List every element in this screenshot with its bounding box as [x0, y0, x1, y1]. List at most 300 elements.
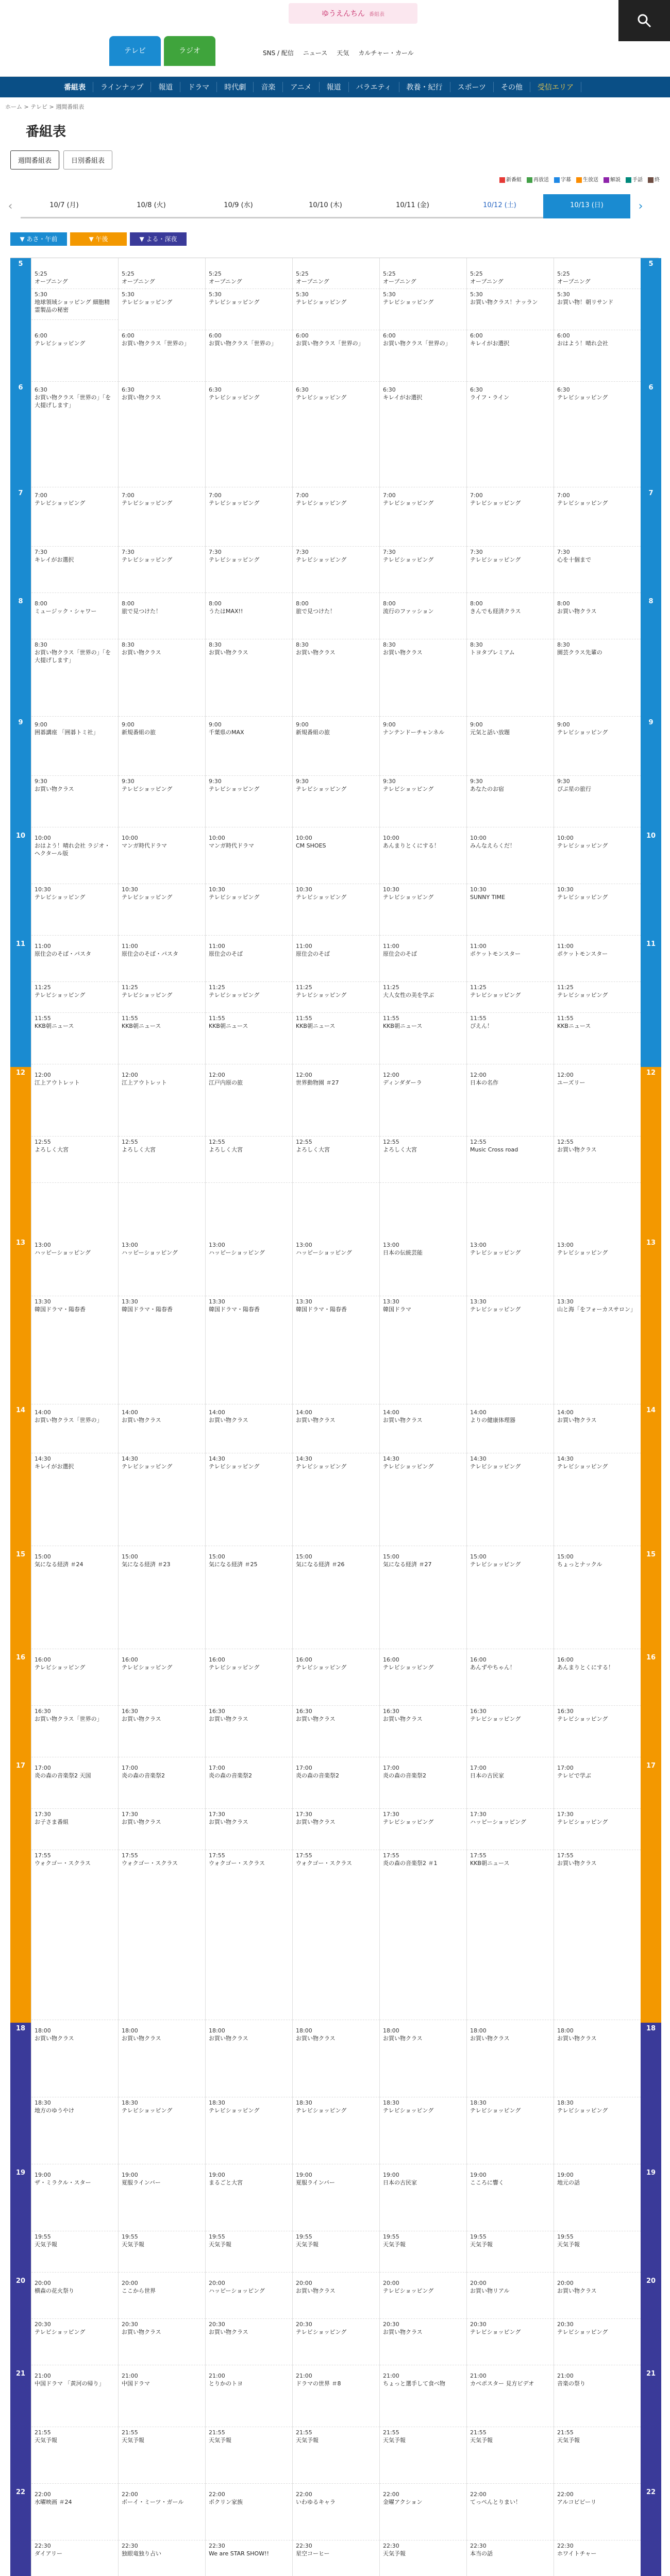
program-cell[interactable] — [467, 1809, 554, 1850]
program-cell[interactable] — [206, 2278, 293, 2319]
program-cell[interactable] — [554, 2489, 641, 2540]
program-cell[interactable] — [554, 776, 641, 827]
time-jump-button[interactable]: ▼ 午後 — [70, 232, 127, 246]
program-cell[interactable] — [206, 2170, 293, 2231]
program-cell[interactable] — [467, 941, 554, 982]
program-cell[interactable] — [206, 941, 293, 982]
program-cell[interactable] — [31, 719, 119, 776]
program-cell[interactable] — [380, 776, 467, 827]
program-cell[interactable] — [206, 2231, 293, 2273]
program-cell[interactable] — [554, 2278, 641, 2319]
program-cell[interactable] — [467, 2427, 554, 2484]
date-tab[interactable]: 10/9 (水) — [195, 194, 282, 218]
program-cell[interactable] — [119, 1654, 206, 1706]
nav-sports[interactable]: スポーツ — [450, 82, 494, 92]
program-cell[interactable] — [119, 1706, 206, 1757]
program-cell[interactable] — [206, 1070, 293, 1137]
program-cell[interactable] — [119, 598, 206, 639]
program-cell[interactable] — [119, 2540, 206, 2576]
program-cell[interactable] — [119, 1551, 206, 1649]
program-cell[interactable] — [119, 982, 206, 1013]
program-cell[interactable] — [119, 289, 206, 330]
program-cell[interactable] — [554, 1240, 641, 1296]
program-cell[interactable] — [293, 598, 380, 639]
program-cell[interactable] — [119, 1407, 206, 1453]
prev-week-button[interactable] — [0, 195, 21, 217]
nav-lineup[interactable]: ラインナップ — [93, 82, 151, 92]
tab-daily[interactable]: 日別番組表 — [63, 150, 112, 170]
program-cell[interactable] — [206, 330, 293, 382]
program-cell[interactable] — [554, 384, 641, 487]
program-cell[interactable] — [293, 1240, 380, 1296]
program-cell[interactable] — [554, 2097, 641, 2164]
program-cell[interactable] — [554, 289, 641, 330]
nav-education[interactable]: 教養・紀行 — [399, 82, 450, 92]
program-cell[interactable] — [119, 490, 206, 547]
program-cell[interactable] — [554, 1654, 641, 1706]
program-cell[interactable] — [554, 2319, 641, 2365]
program-cell[interactable] — [293, 884, 380, 936]
program-cell[interactable] — [206, 1706, 293, 1757]
program-cell[interactable] — [293, 1762, 380, 1809]
program-cell[interactable] — [380, 2540, 467, 2576]
program-cell[interactable] — [31, 2427, 119, 2484]
program-cell[interactable] — [119, 2170, 206, 2231]
tab-tv[interactable]: テレビ — [109, 36, 161, 66]
program-cell[interactable] — [380, 1296, 467, 1404]
program-cell[interactable] — [119, 1240, 206, 1296]
program-cell[interactable] — [31, 289, 119, 320]
program-cell[interactable] — [119, 2025, 206, 2097]
program-cell[interactable] — [380, 2025, 467, 2097]
program-cell[interactable] — [467, 1407, 554, 1453]
program-cell[interactable] — [380, 2170, 467, 2231]
program-cell[interactable] — [554, 1762, 641, 1809]
program-cell[interactable] — [380, 2231, 467, 2273]
program-cell[interactable] — [467, 884, 554, 936]
program-cell[interactable] — [119, 2231, 206, 2273]
program-cell[interactable] — [554, 1407, 641, 1453]
program-cell[interactable] — [380, 884, 467, 936]
program-cell[interactable] — [467, 1240, 554, 1296]
program-cell[interactable] — [31, 2170, 119, 2231]
topnav-weather[interactable]: 天気 — [337, 49, 349, 57]
program-cell[interactable] — [31, 941, 119, 982]
nav-other[interactable]: その他 — [494, 82, 530, 92]
program-cell[interactable] — [31, 1137, 119, 1183]
program-cell[interactable] — [31, 1070, 119, 1137]
tab-weekly[interactable]: 週間番組表 — [10, 150, 59, 170]
program-cell[interactable] — [293, 2489, 380, 2540]
program-cell[interactable] — [554, 547, 641, 593]
program-cell[interactable] — [293, 1706, 380, 1757]
program-cell[interactable] — [206, 719, 293, 776]
day-column — [118, 258, 206, 2576]
program-title: 気になる経済 ＃27 — [383, 1561, 432, 1568]
program-cell[interactable] — [380, 490, 467, 547]
program-cell[interactable] — [119, 268, 206, 289]
program-cell[interactable] — [467, 2231, 554, 2273]
program-cell[interactable] — [119, 1296, 206, 1404]
program-cell[interactable] — [380, 2278, 467, 2319]
program-cell[interactable] — [31, 1706, 119, 1757]
program-cell[interactable] — [293, 639, 380, 717]
program-cell[interactable] — [206, 1762, 293, 1809]
program-cell[interactable] — [467, 1013, 554, 1064]
program-cell[interactable] — [206, 2540, 293, 2576]
program-cell[interactable] — [554, 268, 641, 289]
program-cell[interactable] — [467, 330, 554, 382]
program-title: お買い物クラス — [209, 2035, 248, 2042]
site-logo[interactable] — [289, 3, 417, 24]
program-cell[interactable] — [31, 2319, 119, 2365]
program-cell[interactable] — [467, 2097, 554, 2164]
program-cell[interactable] — [119, 547, 206, 593]
program-cell[interactable] — [206, 2097, 293, 2164]
program-cell[interactable] — [119, 2427, 206, 2484]
program-cell[interactable] — [380, 2489, 467, 2540]
program-cell[interactable] — [206, 639, 293, 717]
program-cell[interactable] — [467, 2319, 554, 2365]
program-cell[interactable] — [380, 330, 467, 382]
program-cell[interactable] — [293, 547, 380, 593]
program-cell[interactable] — [119, 941, 206, 982]
program-cell[interactable] — [293, 1296, 380, 1404]
nav-music[interactable]: 音楽 — [254, 82, 283, 92]
program-cell[interactable] — [119, 1453, 206, 1546]
program-cell[interactable] — [293, 1551, 380, 1649]
time-jump-button[interactable]: ▼ よる・深夜 — [130, 232, 187, 246]
program-cell[interactable] — [31, 1013, 119, 1064]
program-cell[interactable] — [119, 1809, 206, 1850]
topnav-sns[interactable]: SNS / 配信 — [263, 49, 294, 57]
program-cell[interactable] — [554, 884, 641, 936]
program-cell[interactable] — [31, 776, 119, 827]
program-cell[interactable] — [380, 1762, 467, 1809]
date-tab[interactable]: 10/7 (月) — [21, 194, 108, 218]
program-cell[interactable] — [293, 1407, 380, 1453]
program-title: ポケットモンスター — [470, 950, 521, 957]
program-cell[interactable] — [31, 1850, 119, 2020]
program-cell[interactable] — [380, 598, 467, 639]
program-cell[interactable] — [380, 1407, 467, 1453]
program-cell[interactable] — [293, 2231, 380, 2273]
program-cell[interactable] — [380, 1706, 467, 1757]
program-cell[interactable] — [467, 1706, 554, 1757]
program-cell[interactable] — [293, 330, 380, 382]
program-cell[interactable] — [119, 884, 206, 936]
program-cell[interactable] — [119, 2097, 206, 2164]
program-cell[interactable] — [293, 719, 380, 776]
nav-schedule[interactable]: 番組表 — [57, 82, 93, 92]
program-cell[interactable] — [554, 719, 641, 776]
program-cell[interactable] — [554, 2025, 641, 2097]
program-cell[interactable] — [554, 1137, 641, 1183]
program-cell[interactable] — [554, 1850, 641, 2020]
program-cell[interactable] — [31, 330, 119, 382]
program-cell[interactable] — [380, 2427, 467, 2484]
program-cell[interactable] — [380, 1453, 467, 1546]
program-cell[interactable] — [31, 598, 119, 639]
program-cell[interactable] — [293, 2427, 380, 2484]
program-cell[interactable] — [31, 884, 119, 936]
date-tab[interactable]: 10/12 (土) — [456, 194, 543, 218]
program-cell[interactable] — [293, 2370, 380, 2427]
program-cell[interactable] — [467, 268, 554, 289]
program-cell[interactable] — [380, 1809, 467, 1850]
program-cell[interactable] — [554, 1296, 641, 1404]
program-cell[interactable] — [119, 719, 206, 776]
program-cell[interactable] — [119, 1850, 206, 2020]
program-cell[interactable] — [206, 776, 293, 827]
nav-area[interactable]: 受信エリア — [530, 82, 581, 92]
topnav-news[interactable]: ニュース — [303, 49, 328, 57]
nav-variety[interactable]: バラエティ — [349, 82, 399, 92]
program-cell[interactable] — [206, 1296, 293, 1404]
program-cell[interactable] — [206, 982, 293, 1013]
program-cell[interactable] — [467, 2370, 554, 2427]
program-cell[interactable] — [119, 330, 206, 382]
program-cell[interactable] — [380, 2319, 467, 2365]
program-cell[interactable] — [554, 1070, 641, 1137]
program-cell[interactable] — [467, 1850, 554, 2020]
program-cell[interactable] — [467, 719, 554, 776]
program-cell[interactable] — [206, 2489, 293, 2540]
program-cell[interactable] — [31, 1407, 119, 1453]
program-cell[interactable] — [467, 833, 554, 884]
tab-radio[interactable]: ラジオ — [164, 36, 215, 66]
date-tab-active[interactable]: 10/13 (日) — [543, 194, 630, 218]
program-cell[interactable] — [467, 776, 554, 827]
program-cell[interactable] — [554, 1809, 641, 1850]
program-cell[interactable] — [119, 2370, 206, 2427]
program-cell[interactable] — [119, 1137, 206, 1183]
program-cell[interactable] — [380, 639, 467, 717]
program-cell[interactable] — [31, 384, 119, 487]
program-cell[interactable] — [206, 884, 293, 936]
program-cell[interactable] — [467, 1551, 554, 1649]
program-cell[interactable] — [380, 1240, 467, 1296]
program-cell[interactable] — [119, 2319, 206, 2365]
program-cell[interactable] — [293, 384, 380, 487]
date-tab[interactable]: 10/11 (金) — [369, 194, 456, 218]
program-cell[interactable] — [31, 1654, 119, 1706]
program-cell[interactable] — [119, 1070, 206, 1137]
program-cell[interactable] — [467, 1070, 554, 1137]
program-cell[interactable] — [206, 547, 293, 593]
program-cell[interactable] — [31, 1296, 119, 1404]
program-cell[interactable] — [554, 982, 641, 1013]
program-cell[interactable] — [380, 719, 467, 776]
program-cell[interactable] — [467, 1762, 554, 1809]
date-tab[interactable]: 10/10 (木) — [282, 194, 369, 218]
program-cell[interactable] — [293, 1850, 380, 2020]
program-cell[interactable] — [293, 2170, 380, 2231]
program-cell[interactable] — [554, 1453, 641, 1546]
next-week-button[interactable] — [630, 195, 651, 217]
program-cell[interactable] — [293, 2319, 380, 2365]
program-cell[interactable] — [206, 1654, 293, 1706]
program-cell[interactable] — [206, 1850, 293, 2020]
program-cell[interactable] — [467, 598, 554, 639]
program-cell[interactable] — [554, 2170, 641, 2231]
time-jump-button[interactable]: ▼ あさ・午前 — [10, 232, 67, 246]
program-cell[interactable] — [31, 2370, 119, 2427]
program-cell[interactable] — [380, 1850, 467, 2020]
program-cell[interactable] — [293, 1137, 380, 1183]
program-cell[interactable] — [31, 1809, 119, 1850]
program-cell[interactable] — [467, 384, 554, 487]
program-cell[interactable] — [206, 1809, 293, 1850]
program-cell[interactable] — [467, 1654, 554, 1706]
program-cell[interactable] — [293, 941, 380, 982]
program-cell[interactable] — [206, 268, 293, 289]
program-cell[interactable] — [119, 2278, 206, 2319]
program-cell[interactable] — [206, 2427, 293, 2484]
date-tab[interactable]: 10/8 (火) — [108, 194, 195, 218]
program-cell[interactable] — [467, 2170, 554, 2231]
program-cell[interactable] — [206, 1240, 293, 1296]
program-cell[interactable] — [293, 2278, 380, 2319]
program-cell[interactable] — [293, 1013, 380, 1064]
program-cell[interactable] — [206, 1013, 293, 1064]
program-cell[interactable] — [467, 547, 554, 593]
program-cell[interactable] — [293, 1654, 380, 1706]
program-cell[interactable] — [380, 941, 467, 982]
program-cell[interactable] — [31, 268, 119, 289]
program-cell[interactable] — [554, 490, 641, 547]
program-cell[interactable] — [380, 1013, 467, 1064]
program-cell[interactable] — [31, 2097, 119, 2164]
program-cell[interactable] — [467, 639, 554, 717]
nav-report[interactable]: 報道 — [320, 82, 349, 92]
program-cell[interactable] — [31, 2489, 119, 2540]
program-cell[interactable] — [119, 2489, 206, 2540]
program-cell[interactable] — [119, 384, 206, 487]
program-cell[interactable] — [31, 1240, 119, 1296]
program-cell[interactable] — [293, 1070, 380, 1137]
program-cell[interactable] — [467, 1137, 554, 1183]
nav-drama[interactable]: ドラマ — [180, 82, 217, 92]
program-cell[interactable] — [206, 1453, 293, 1546]
program-time: 11:25 — [35, 984, 51, 991]
program-cell[interactable] — [206, 2370, 293, 2427]
program-cell[interactable] — [554, 2370, 641, 2427]
program-cell[interactable] — [554, 1706, 641, 1757]
program-cell[interactable] — [206, 2025, 293, 2097]
program-cell[interactable] — [293, 2025, 380, 2097]
program-cell[interactable] — [31, 2231, 119, 2273]
program-cell[interactable] — [206, 833, 293, 884]
program-cell[interactable] — [206, 289, 293, 330]
program-cell[interactable] — [31, 2278, 119, 2319]
program-cell[interactable] — [293, 982, 380, 1013]
nav-anime[interactable]: アニメ — [283, 82, 319, 92]
program-cell[interactable] — [293, 2540, 380, 2576]
program-cell[interactable] — [380, 1137, 467, 1183]
program-cell[interactable] — [119, 639, 206, 717]
program-cell[interactable] — [31, 547, 119, 593]
program-cell[interactable] — [467, 1453, 554, 1546]
program-cell[interactable] — [554, 639, 641, 717]
program-cell[interactable] — [467, 289, 554, 330]
program-cell[interactable] — [380, 2370, 467, 2427]
program-cell[interactable] — [380, 289, 467, 330]
program-cell[interactable] — [380, 384, 467, 487]
program-cell[interactable] — [554, 2231, 641, 2273]
program-cell[interactable] — [554, 833, 641, 884]
program-cell[interactable] — [293, 833, 380, 884]
program-cell[interactable] — [293, 490, 380, 547]
program-cell[interactable] — [554, 1013, 641, 1064]
program-cell[interactable] — [206, 490, 293, 547]
program-cell[interactable] — [380, 1654, 467, 1706]
program-cell[interactable] — [206, 1551, 293, 1649]
program-cell[interactable] — [554, 2427, 641, 2484]
program-cell[interactable] — [31, 2540, 119, 2576]
program-cell[interactable] — [467, 982, 554, 1013]
program-cell[interactable] — [31, 2025, 119, 2097]
program-cell[interactable] — [554, 941, 641, 982]
program-cell[interactable] — [206, 598, 293, 639]
program-cell[interactable] — [467, 2540, 554, 2576]
program-cell[interactable] — [31, 639, 119, 717]
program-cell[interactable] — [31, 1551, 119, 1649]
program-cell[interactable] — [206, 1137, 293, 1183]
program-cell[interactable] — [293, 776, 380, 827]
program-cell[interactable] — [554, 1551, 641, 1649]
program-cell[interactable] — [380, 268, 467, 289]
program-cell[interactable] — [293, 268, 380, 289]
program-cell[interactable] — [554, 2540, 641, 2576]
program-cell[interactable] — [293, 289, 380, 330]
program-cell[interactable] — [206, 384, 293, 487]
program-cell[interactable] — [31, 1762, 119, 1809]
program-cell[interactable] — [467, 1296, 554, 1404]
program-cell[interactable] — [380, 2097, 467, 2164]
program-cell[interactable] — [31, 982, 119, 1013]
program-cell[interactable] — [31, 833, 119, 884]
program-cell[interactable] — [467, 2025, 554, 2097]
program-cell[interactable] — [206, 2319, 293, 2365]
program-cell[interactable] — [31, 1453, 119, 1546]
nav-jidaigeki[interactable]: 時代劇 — [217, 82, 254, 92]
program-cell[interactable] — [119, 833, 206, 884]
program-cell[interactable] — [554, 598, 641, 639]
program-cell[interactable] — [380, 547, 467, 593]
program-time: 7:30 — [296, 549, 309, 555]
program-cell[interactable] — [293, 1809, 380, 1850]
program-cell[interactable] — [119, 1013, 206, 1064]
program-cell[interactable] — [467, 490, 554, 547]
program-cell[interactable] — [467, 2278, 554, 2319]
program-cell[interactable] — [380, 982, 467, 1013]
program-cell[interactable] — [206, 1407, 293, 1453]
program-cell[interactable] — [119, 776, 206, 827]
program-cell[interactable] — [554, 330, 641, 382]
program-cell[interactable] — [380, 1070, 467, 1137]
program-cell[interactable] — [293, 1453, 380, 1546]
search-button[interactable] — [618, 0, 670, 41]
program-cell[interactable] — [31, 490, 119, 547]
nav-news[interactable]: 報道 — [151, 82, 180, 92]
program-cell[interactable] — [380, 1551, 467, 1649]
topnav-culture[interactable]: カルチャー・カール — [358, 49, 414, 57]
program-cell[interactable] — [119, 1762, 206, 1809]
program-cell[interactable] — [293, 2097, 380, 2164]
program-cell[interactable] — [467, 2489, 554, 2540]
program-cell[interactable] — [380, 833, 467, 884]
